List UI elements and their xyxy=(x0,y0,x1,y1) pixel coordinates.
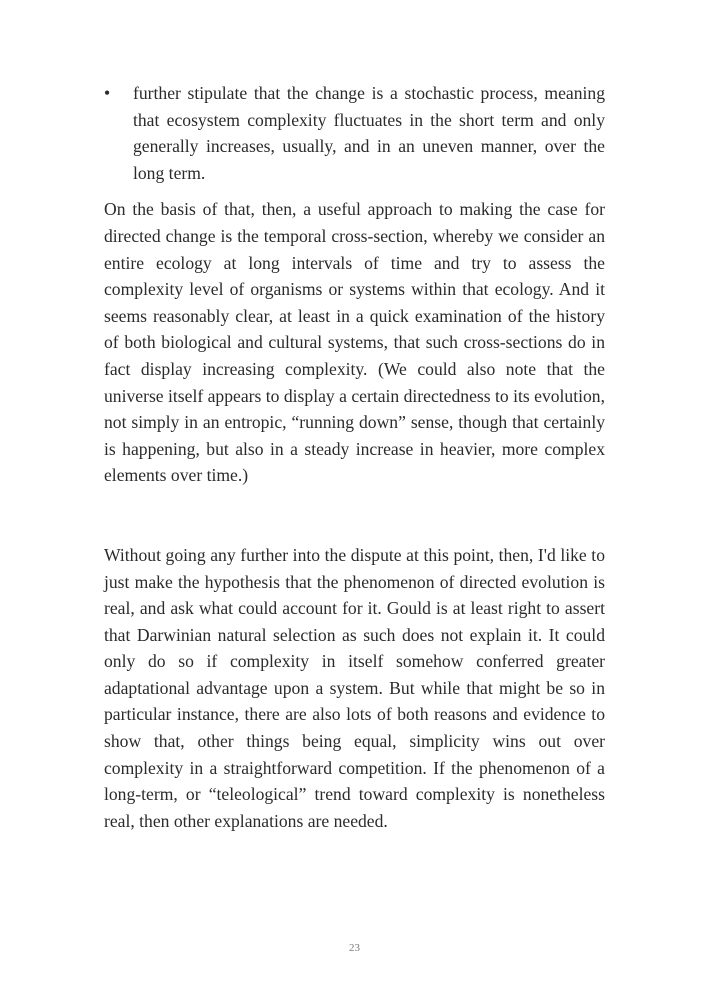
page-body xyxy=(104,80,605,834)
body-paragraph-1: On the basis of that, then, a useful approach to making the case for directed change is the temporal cross-section, whereby we consider an entire ecology at long intervals of time and try to assess the complexity level of organisms or systems within that ecology. And it seems reasonably clear, at least in a quick examination of the history of both biological and cultural systems, that such cross-sections do in fact display increasing complexity. (We could also note that the universe itself appears to display a certain directedness to its evolution, not simply in an entropic, “running down” sense, though that certainly is happening, but also in a steady increase in heavier, more complex elements over time.) xyxy=(104,199,605,486)
bullet-text: further stipulate that the change is a stochastic process, meaning that ecosystem complexity fluctuates in the short term and only generally increases, usually, and in an uneven manner, over the long term. xyxy=(133,83,605,183)
bullet-icon: • xyxy=(104,83,111,103)
paragraph-spacer xyxy=(104,489,605,542)
bullet-list-item xyxy=(104,80,605,186)
body-paragraph-2: Without going any further into the dispute at this point, then, I'd like to just make the hypothesis that the phenomenon of directed evolution is real, and ask what could account for it. Gould is at least right to assert that Darwinian natural selection as such does not explain it. It could only do so if complexity in itself somehow conferred greater adaptational advantage upon a system. But while that might be so in particular instance, there are also lots of both reasons and evidence to show that, other things being equal, simplicity wins out over complexity in a straightforward competition. If the phenomenon of a long-term, or “teleological” trend toward complexity is nonetheless real, then other explanations are needed. xyxy=(104,544,605,831)
page-number: 23 xyxy=(349,942,360,954)
